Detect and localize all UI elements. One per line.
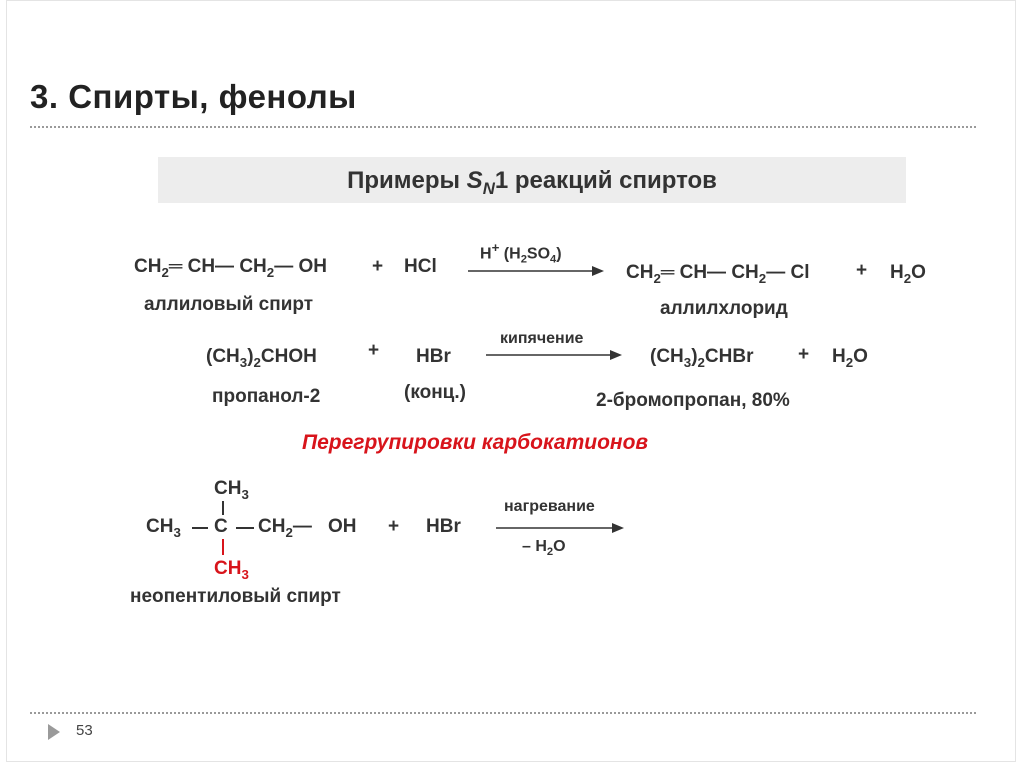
reaction1-arrow — [468, 266, 604, 276]
reaction2-product-name: 2-бромопропан, 80% — [596, 390, 790, 411]
p2-h-sub: 2 — [845, 354, 854, 370]
r3-bottom-sub: 3 — [241, 566, 249, 582]
neopentyl-oh: OH — [328, 516, 357, 537]
p1-cl: — Cl — [766, 262, 810, 283]
neopentyl-top-methyl — [214, 478, 249, 502]
r1-cond-so: SO — [526, 245, 551, 263]
r1-sub: 2 — [161, 264, 169, 280]
p1-h-sub: 2 — [903, 270, 912, 286]
reaction1-product-name: аллилхлорид — [660, 298, 788, 319]
neopentyl-center-carbon: C — [214, 516, 228, 537]
reaction1-condition — [480, 240, 562, 266]
r1-cond-sub1: 2 — [520, 253, 527, 266]
bond-bottom — [222, 539, 224, 555]
p2-a: (CH — [650, 346, 684, 367]
reaction2-condition: кипячение — [500, 330, 584, 347]
r3-top-sub: 3 — [241, 486, 249, 502]
p2-e: CHBr — [704, 346, 754, 367]
r1-sub2: 2 — [266, 264, 275, 280]
r1-cond-rest: (H — [499, 245, 521, 263]
p1-ch: CH — [626, 262, 654, 283]
r3-cond-sub: 2 — [546, 546, 554, 559]
r3-bottom: CH — [214, 558, 242, 579]
reaction2-reactant — [206, 346, 317, 370]
banner-subscript: N — [482, 178, 495, 198]
r1-cond-sub2: 4 — [550, 253, 557, 266]
page-number: 53 — [76, 722, 93, 739]
reaction2-plus2: + — [798, 344, 810, 365]
slide-bullet-icon — [48, 724, 60, 740]
reaction2-byproduct — [832, 346, 868, 370]
r1-cond-sup: + — [491, 240, 500, 255]
banner-prefix: Примеры — [347, 167, 467, 194]
r3-left: CH — [146, 516, 174, 537]
examples-banner — [158, 157, 906, 203]
p2-o: O — [853, 346, 868, 367]
p2-c: ) — [691, 346, 698, 367]
reaction3-condition-bottom — [522, 538, 566, 558]
p1-sub2: 2 — [758, 270, 767, 286]
reaction2-reagent-note: (конц.) — [404, 382, 466, 403]
reaction3-reagent: HBr — [426, 516, 461, 537]
r1-mid: ═ CH— — [168, 256, 235, 277]
banner-title — [158, 167, 906, 199]
reaction2-plus: + — [368, 340, 380, 361]
reaction2-arrow — [486, 350, 622, 360]
r1-cond-close: ) — [556, 245, 562, 263]
banner-symbol: S — [466, 167, 483, 194]
r2-a: (CH — [206, 346, 240, 367]
reaction2-reagent: HBr — [416, 346, 451, 367]
reaction3-arrow — [496, 523, 624, 533]
p1-o: O — [911, 262, 926, 283]
bond-left — [192, 527, 208, 529]
rearrangement-heading: Перегрупировки карбокатионов — [302, 431, 649, 454]
neopentyl-chain — [258, 516, 312, 540]
p1-h: H — [890, 262, 904, 283]
reaction1-product — [626, 262, 809, 286]
reaction1-plus2: + — [856, 260, 868, 281]
r1-cond-h: H — [480, 245, 492, 263]
r3-top: CH — [214, 478, 242, 499]
footer-divider — [30, 712, 976, 714]
neopentyl-bottom-methyl — [214, 558, 249, 582]
r1-oh: — OH — [274, 256, 327, 277]
reaction3-plus: + — [388, 516, 400, 537]
r1-ch2: CH — [239, 256, 267, 277]
r2-d: 2 — [253, 354, 261, 370]
reaction1-reactant-name: аллиловый спирт — [144, 294, 314, 315]
p2-d: 2 — [697, 354, 705, 370]
reaction1-plus: + — [372, 256, 384, 277]
title-divider — [30, 126, 976, 128]
r2-b: 3 — [239, 354, 248, 370]
r3-cond-h: – H — [522, 538, 547, 555]
reaction2-reactant-name: пропанол-2 — [212, 386, 321, 407]
bond-right — [236, 527, 254, 529]
r3-chain: CH — [258, 516, 286, 537]
reaction1-reactant — [134, 256, 327, 280]
r2-e: CHOH — [260, 346, 317, 367]
p1-ch2: CH — [731, 262, 759, 283]
banner-suffix: 1 реакций спиртов — [494, 167, 717, 194]
r2-c: ) — [247, 346, 254, 367]
p1-mid: ═ CH— — [660, 262, 727, 283]
reaction3-reactant-name: неопентиловый спирт — [130, 586, 341, 607]
reaction1-byproduct — [890, 262, 926, 286]
reaction2-product — [650, 346, 753, 370]
r3-left-sub: 3 — [173, 524, 181, 540]
r1-ch: CH — [134, 256, 162, 277]
reaction3-condition-top: нагревание — [504, 498, 595, 515]
slide-title: 3. Спирты, фенолы — [30, 78, 357, 115]
p2-h: H — [832, 346, 846, 367]
neopentyl-left-methyl — [146, 516, 181, 540]
r3-chain-sub: 2 — [285, 524, 293, 540]
bond-top — [222, 501, 224, 515]
p2-b: 3 — [683, 354, 692, 370]
r3-bond-oh: — — [292, 516, 312, 537]
reaction1-reagent: HCl — [404, 256, 437, 277]
p1-sub: 2 — [653, 270, 661, 286]
r3-cond-o: O — [553, 538, 566, 555]
